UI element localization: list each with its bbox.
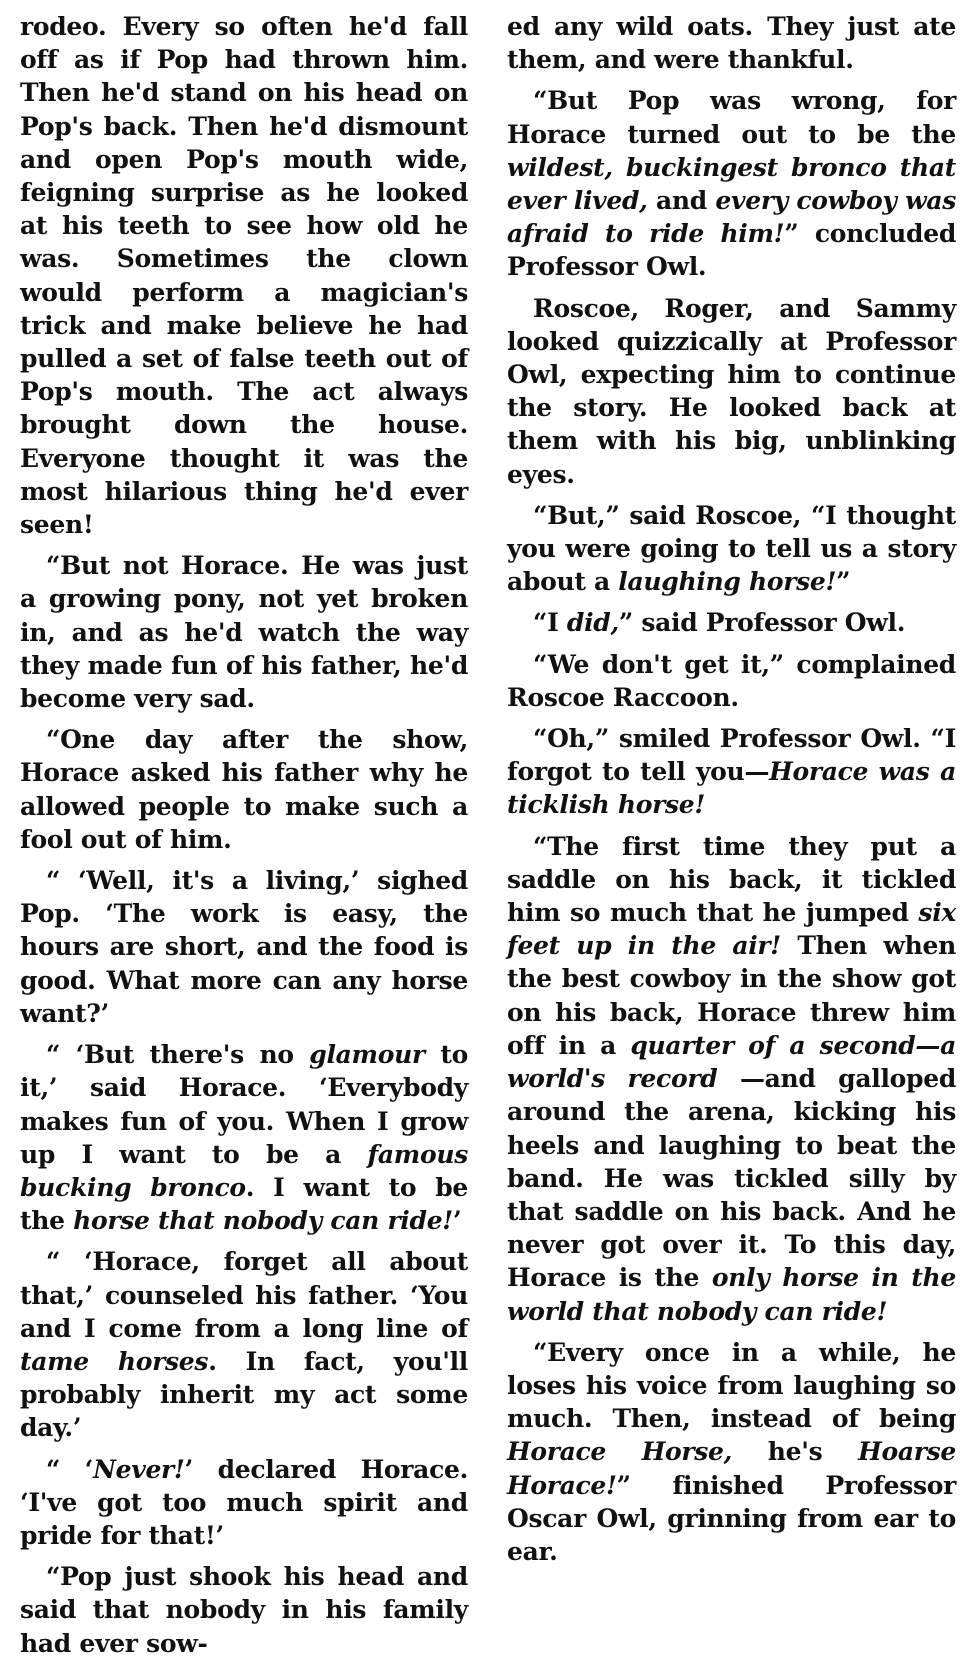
paragraph-text: “ ‘Horace, forget all about that,’ counseled his father. ‘You and I come from a long line of bbox=[20, 1247, 468, 1343]
paragraph-text: ed any wild oats. They just ate them, and were thankful. bbox=[507, 12, 956, 75]
italic-text: Hoarse Horace! bbox=[507, 1437, 957, 1500]
paragraph-text: and bbox=[647, 186, 716, 216]
paragraph bbox=[507, 648, 956, 714]
paragraph bbox=[20, 864, 468, 1030]
paragraph-text: to it,’ said Horace. ‘Everybody makes fun of you. When I grow up I want to be a bbox=[20, 1040, 469, 1169]
italic-text: six feet up in the air! bbox=[507, 898, 956, 961]
paragraph-text: “I bbox=[533, 608, 567, 638]
italic-text: wildest, buckingest bronco that ever lived, bbox=[507, 152, 956, 216]
paragraph-text: Then when the best cowboy in the show got on his back, Horace threw him off in a bbox=[507, 931, 956, 1060]
italic-text: glamour bbox=[309, 1040, 425, 1070]
paragraph-text: ” said Professor Owl. bbox=[618, 608, 906, 638]
paragraph-text: “Pop just shook his head and said that nobody in his family had ever sow- bbox=[20, 1562, 468, 1658]
paragraph-text: “We don't get it,” complained Roscoe Raccoon. bbox=[507, 649, 956, 712]
paragraph bbox=[507, 10, 956, 76]
paragraph-text: “Oh,” smiled Professor Owl. “I forgot to tell you— bbox=[507, 724, 956, 787]
paragraph-text: “The first time they put a saddle on his back, it tickled him so much that he jumped bbox=[507, 831, 956, 928]
italic-text: quarter of a second—a world's record bbox=[507, 1030, 957, 1094]
paragraph bbox=[507, 606, 956, 639]
italic-text: Horace Horse, bbox=[507, 1437, 733, 1467]
paragraph bbox=[20, 1453, 468, 1553]
paragraph bbox=[20, 549, 468, 715]
paragraph bbox=[20, 10, 468, 541]
paragraph bbox=[507, 722, 956, 822]
paragraph-text: “One day after the show, Horace asked his father why he allowed people to make such a fool out of him. bbox=[20, 725, 468, 854]
paragraph-text: “ ‘But there's no bbox=[46, 1040, 310, 1070]
left-column bbox=[20, 10, 468, 1668]
paragraph-text: “But,” said Roscoe, “I thought you were going to tell us a story about a bbox=[507, 500, 956, 597]
paragraph bbox=[507, 830, 956, 1328]
paragraph-text: “But Pop was wrong, for Horace turned out to be the bbox=[507, 86, 956, 149]
paragraph-text: Roscoe, Roger, and Sammy looked quizzically at Professor Owl, expecting him to continue the story. He looked back at them with his big, unblinking eyes. bbox=[507, 293, 956, 489]
paragraph-text: “Every once in a while, he loses his voice from laughing so much. Then, instead of being bbox=[507, 1337, 956, 1434]
paragraph-text: ” finished Professor Oscar Owl, grinning from ear to ear. bbox=[507, 1470, 956, 1566]
italic-text: horse that nobody can ride! bbox=[73, 1206, 453, 1236]
paragraph-text: ” bbox=[836, 567, 851, 597]
paragraph-text: ’ declared Horace. ‘I've got too much spirit and pride for that!’ bbox=[20, 1454, 469, 1550]
italic-text: only horse in the world that nobody can ride! bbox=[507, 1263, 956, 1326]
italic-text: did, bbox=[566, 608, 619, 638]
paragraph-text: . I want to be the bbox=[20, 1172, 468, 1236]
italic-text: famous bucking bronco bbox=[20, 1139, 468, 1202]
paragraph bbox=[20, 1560, 468, 1660]
paragraph-text: “But not Horace. He was just a growing pony, not yet broken in, and as he'd watch the way they made fun of his father, he'd become very sad. bbox=[20, 551, 468, 714]
paragraph-text: “ ‘Well, it's a living,’ sighed Pop. ‘The work is easy, the hours are short, and the food is good. What more can any horse want?’ bbox=[20, 866, 468, 1028]
paragraph bbox=[507, 1336, 956, 1568]
right-column bbox=[507, 10, 956, 1576]
italic-text: Never! bbox=[93, 1454, 185, 1484]
paragraph-text: —and galloped around the arena, kicking his heels and laughing to beat the band. He was tickled silly by that saddle on his back. And he never got over it. To this day, Horace is the bbox=[507, 1064, 956, 1293]
italic-text: tame horses bbox=[20, 1346, 209, 1376]
paragraph bbox=[20, 1038, 468, 1237]
paragraph bbox=[507, 84, 956, 283]
paragraph-text: ” concluded Professor Owl. bbox=[507, 219, 957, 282]
paragraph bbox=[20, 1245, 468, 1444]
paragraph bbox=[507, 292, 956, 491]
italic-text: every cowboy was afraid to ride him! bbox=[507, 186, 956, 249]
italic-text: Horace was a ticklish horse! bbox=[507, 757, 956, 820]
paragraph-text: he's bbox=[732, 1437, 859, 1467]
paragraph-text: “ ‘ bbox=[46, 1454, 94, 1484]
paragraph bbox=[20, 723, 468, 856]
paragraph-text: . In fact, you'll probably inherit my act some day.’ bbox=[20, 1346, 468, 1443]
paragraph-text: ’ bbox=[452, 1206, 462, 1236]
paragraph bbox=[507, 499, 956, 599]
italic-text: laughing horse! bbox=[618, 567, 837, 597]
paragraph-text: rodeo. Every so often he'd fall off as if Pop had thrown him. Then he'd stand on his head on Pop's back. Then he'd dismount and open Pop's mouth wide, feigning surprise as he looked at his teeth to see how old he was. Sometimes the clown would perform a magician's trick and make believe he had pulled a set of false teeth out of Pop's mouth. The act always brought down the house. Everyone thought it was the most hilarious thing he'd ever seen! bbox=[20, 12, 468, 540]
